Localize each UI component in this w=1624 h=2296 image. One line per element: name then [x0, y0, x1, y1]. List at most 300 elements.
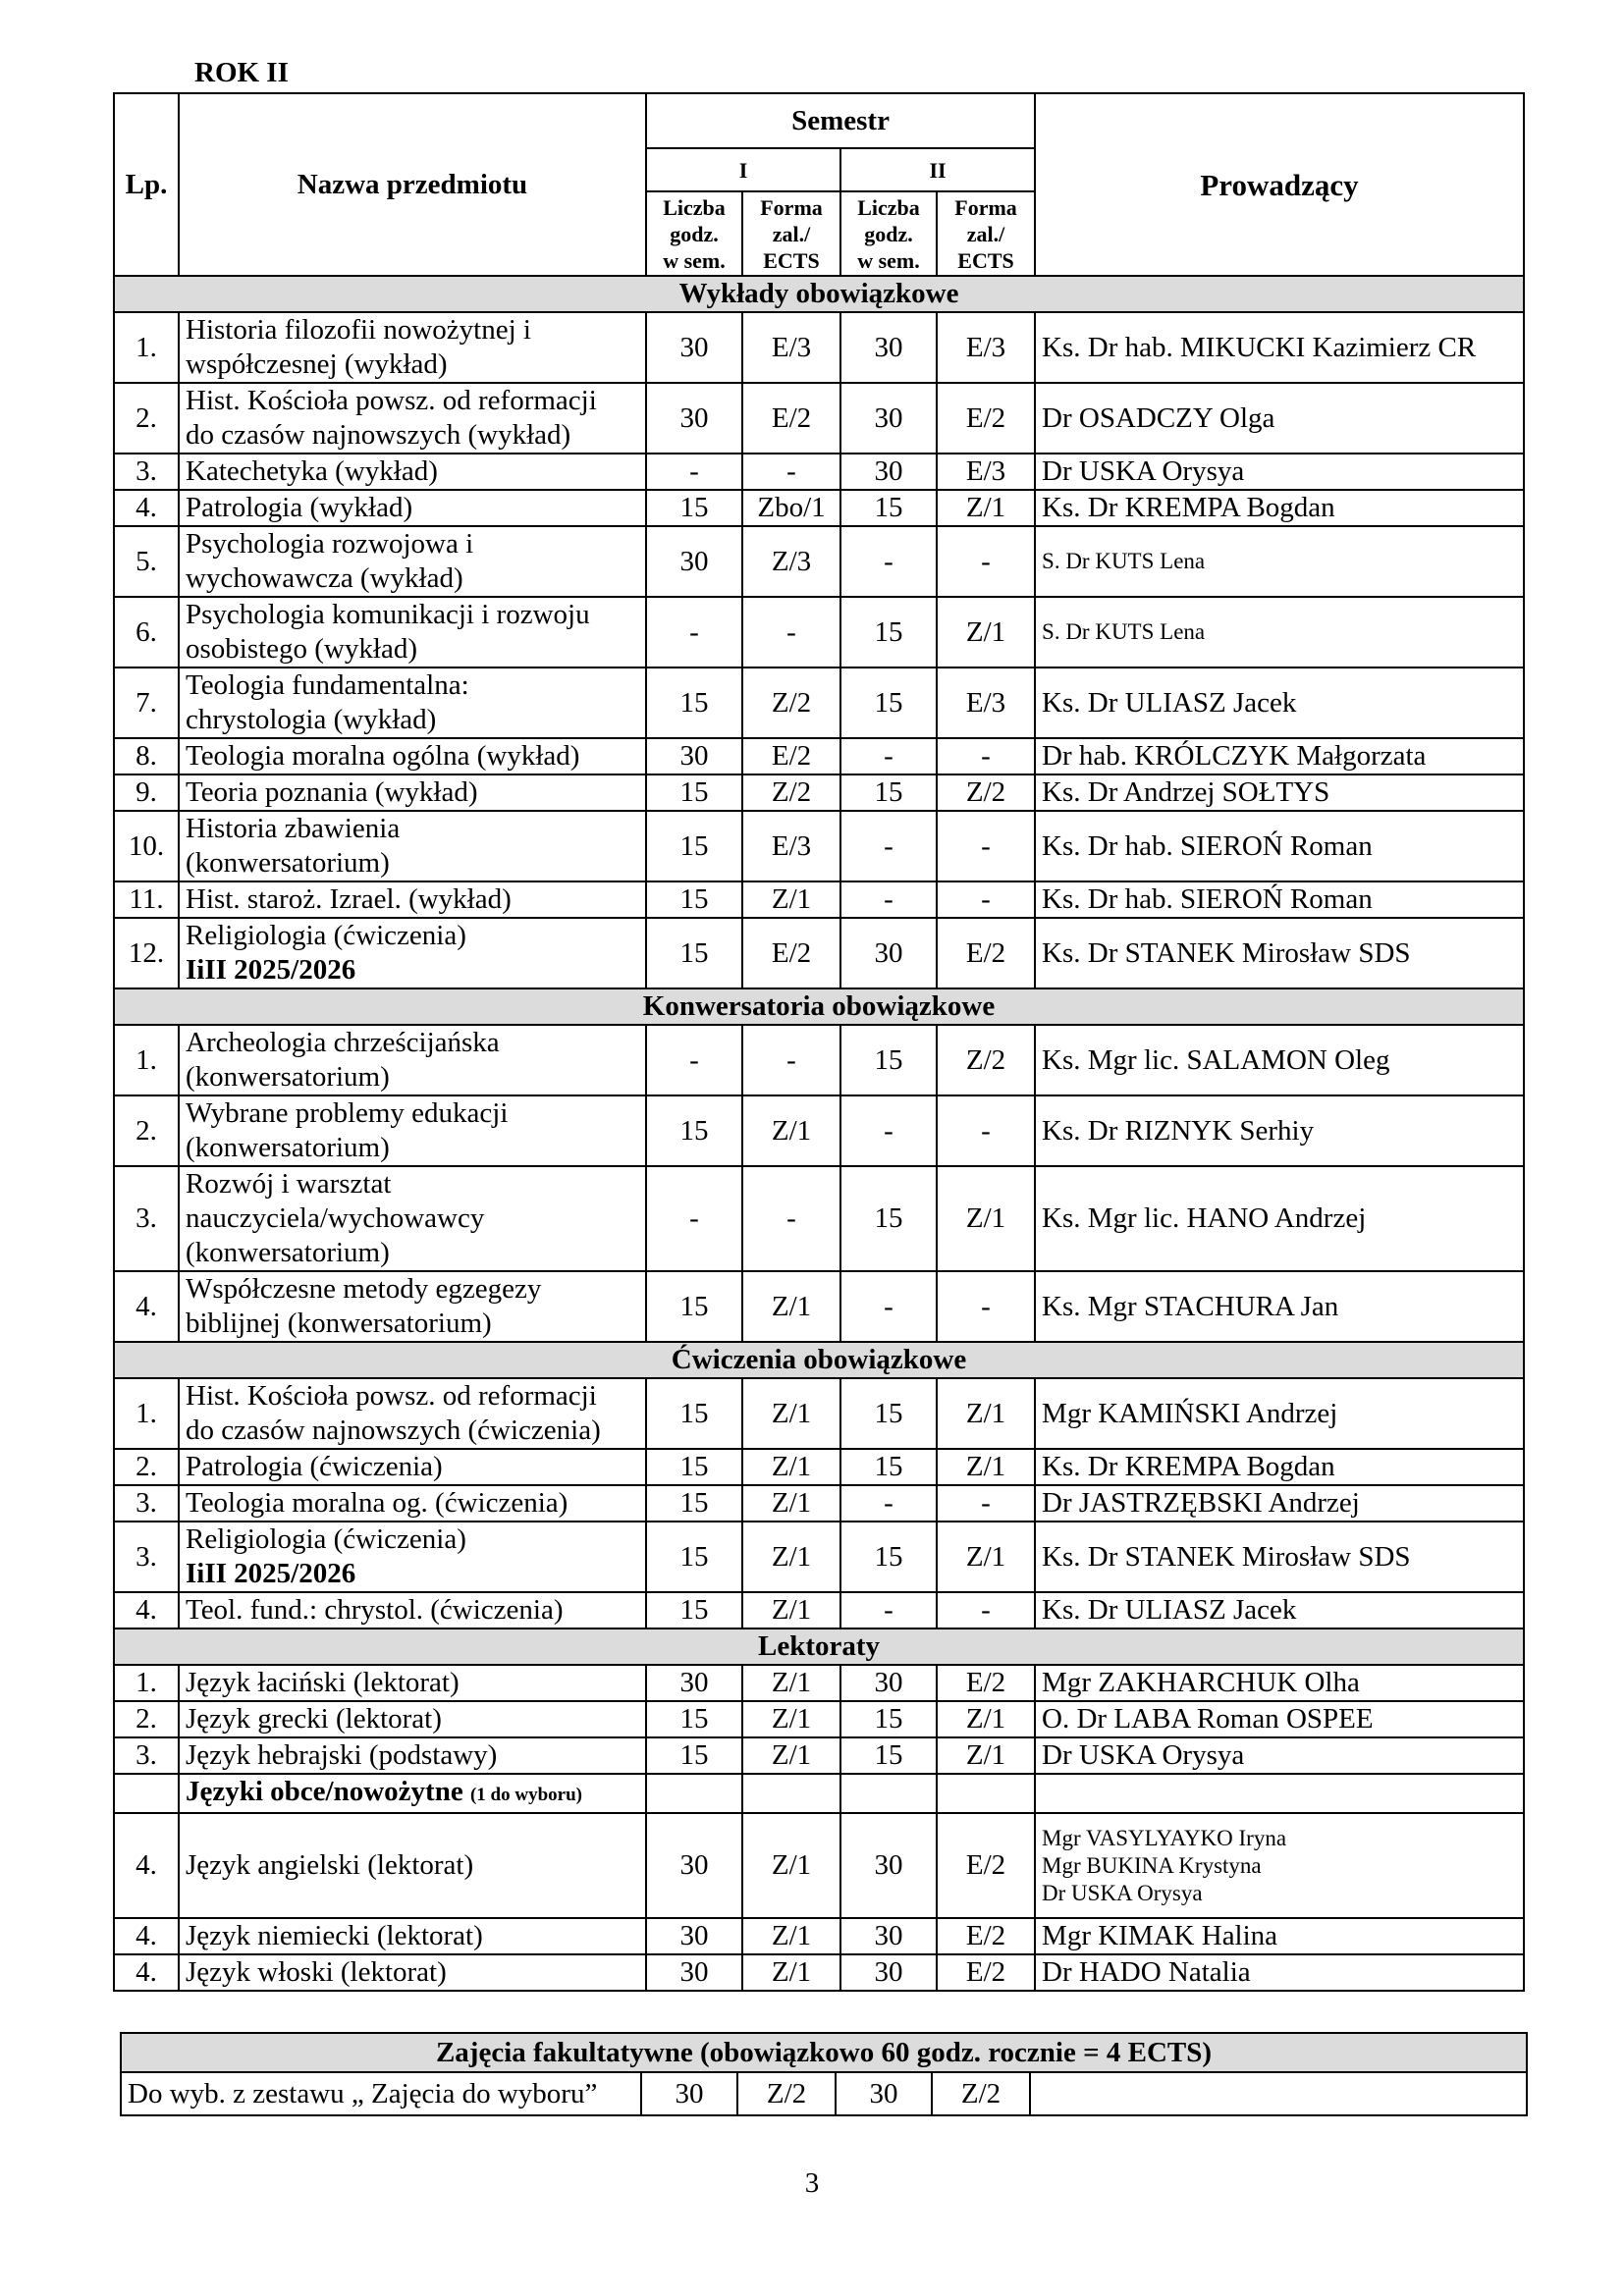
row-lp: 7. — [114, 667, 179, 738]
subject-line: (konwersatorium) — [186, 1132, 390, 1163]
subject-line: Język włoski (lektorat) — [186, 1956, 447, 1988]
header-subcolumn-line: ECTS — [957, 247, 1014, 273]
lecturer-line: Ks. Dr Andrzej SOŁTYS — [1042, 776, 1330, 808]
form-sem2: Z/1 — [937, 1701, 1035, 1737]
form-sem2: E/3 — [937, 312, 1035, 383]
lecturer-line: Ks. Dr RIZNYK Serhiy — [1042, 1114, 1315, 1147]
row-lp: 4. — [114, 490, 179, 526]
row-subject — [179, 1774, 646, 1813]
row-lecturer — [1035, 1737, 1524, 1774]
form-sem2: - — [937, 1592, 1035, 1629]
header-semester-1: I — [646, 148, 840, 191]
subject-line: Psychologia komunikacji i rozwoju — [186, 599, 590, 630]
hours-sem1: 15 — [646, 1271, 742, 1342]
row-lp: 4. — [114, 1271, 179, 1342]
row-lecturer — [1035, 1271, 1524, 1342]
form-sem2: E/2 — [937, 1954, 1035, 1991]
lecturer-line: Dr USKA Orysya — [1042, 455, 1245, 487]
subject-line: Hist. Kościoła powsz. od reformacji — [186, 1380, 597, 1412]
row-subject — [179, 1025, 646, 1095]
form-sem2: - — [937, 526, 1035, 597]
hours-sem1: 30 — [646, 383, 742, 454]
table-row — [114, 881, 1524, 918]
hours-sem1: 30 — [646, 1665, 742, 1701]
form-sem1: E/2 — [742, 738, 840, 774]
subject-line: Język łaciński (lektorat) — [186, 1667, 460, 1698]
row-lecturer — [1035, 597, 1524, 667]
table-row — [114, 1485, 1524, 1522]
hours-sem1: 15 — [646, 881, 742, 918]
row-lecturer — [1035, 1522, 1524, 1592]
hours-sem1: 30 — [646, 526, 742, 597]
hours-sem2: 15 — [840, 1522, 937, 1592]
subject-line: Teoria poznania (wykład) — [186, 776, 478, 808]
form-sem1: E/3 — [742, 312, 840, 383]
form-sem2: - — [937, 1485, 1035, 1522]
section-header-row — [114, 276, 1524, 312]
hours-sem1: 30 — [646, 1954, 742, 1991]
row-subject — [179, 526, 646, 597]
form-sem1: Z/1 — [742, 1378, 840, 1449]
form-sem1: Z/1 — [742, 1918, 840, 1954]
table-row — [114, 526, 1524, 597]
form-sem1: Z/1 — [742, 1522, 840, 1592]
table-row — [114, 774, 1524, 811]
subject-line: wychowawcza (wykład) — [186, 562, 463, 594]
subject-line: chrystologia (wykład) — [186, 704, 437, 735]
hours-sem2: 30 — [840, 1813, 937, 1918]
hours-sem2: 30 — [840, 1665, 937, 1701]
form-sem1: - — [742, 454, 840, 490]
row-lp: 1. — [114, 312, 179, 383]
row-lecturer — [1035, 490, 1524, 526]
table-row — [114, 383, 1524, 454]
elective-subject: Do wyb. z zestawu „ Zajęcia do wyboru” — [121, 2072, 641, 2115]
lecturer-line: Ks. Dr hab. SIEROŃ Roman — [1042, 829, 1373, 862]
subject-line: Język angielski (lektorat) — [186, 1849, 474, 1881]
row-lecturer — [1035, 1025, 1524, 1095]
hours-sem2: - — [840, 811, 937, 881]
form-sem2: Z/2 — [937, 774, 1035, 811]
table-row — [114, 1449, 1524, 1485]
form-sem1: Z/1 — [742, 1485, 840, 1522]
section-title: Lektoraty — [114, 1629, 1524, 1665]
subject-line: (konwersatorium) — [186, 847, 390, 879]
header-subcolumn-line: zal./ — [772, 221, 811, 246]
row-lecturer — [1035, 1166, 1524, 1271]
lecturer-line: Mgr KAMIŃSKI Andrzej — [1042, 1397, 1338, 1429]
lecturer-line: Ks. Dr STANEK Mirosław SDS — [1042, 1540, 1411, 1573]
header-lp: Lp. — [114, 93, 179, 276]
table-row — [114, 1918, 1524, 1954]
row-lp: 12. — [114, 918, 179, 988]
form-sem2 — [937, 1774, 1035, 1813]
row-lp: 9. — [114, 774, 179, 811]
subject-line: Psychologia rozwojowa i — [186, 528, 474, 560]
table-row — [114, 454, 1524, 490]
row-lecturer — [1035, 774, 1524, 811]
table-row — [114, 1813, 1524, 1918]
header-semester-2: II — [840, 148, 1035, 191]
row-lp: 2. — [114, 383, 179, 454]
form-sem2: E/2 — [937, 383, 1035, 454]
subject-line: (konwersatorium) — [186, 1237, 390, 1268]
hours-sem1: 15 — [646, 918, 742, 988]
schedule-table-body — [114, 93, 1524, 1991]
subgroup-note: (1 do wyboru) — [469, 1785, 582, 1805]
page-number: 3 — [804, 2167, 820, 2199]
row-subject — [179, 667, 646, 738]
header-form-sem2 — [937, 191, 1035, 276]
table-row — [114, 1025, 1524, 1095]
hours-sem1: 15 — [646, 1522, 742, 1592]
header-subcolumn-line: Forma — [954, 194, 1017, 220]
hours-sem2: - — [840, 526, 937, 597]
subject-line: Teol. fund.: chrystol. (ćwiczenia) — [186, 1594, 564, 1626]
hours-sem1: 15 — [646, 1095, 742, 1166]
row-lp: 3. — [114, 1737, 179, 1774]
subject-line: do czasów najnowszych (wykład) — [186, 419, 571, 451]
lecturer-line: Dr JASTRZĘBSKI Andrzej — [1042, 1487, 1360, 1519]
row-lecturer — [1035, 454, 1524, 490]
form-sem2: Z/1 — [937, 597, 1035, 667]
hours-sem2: - — [840, 1592, 937, 1629]
row-lp: 4. — [114, 1954, 179, 1991]
subject-line: Patrologia (ćwiczenia) — [186, 1451, 443, 1482]
form-sem2: Z/1 — [937, 1522, 1035, 1592]
hours-sem2: 30 — [840, 918, 937, 988]
row-subject — [179, 1813, 646, 1918]
hours-sem1: 15 — [646, 1592, 742, 1629]
row-lp: 3. — [114, 1522, 179, 1592]
section-header-row — [114, 988, 1524, 1025]
hours-sem2: 15 — [840, 1378, 937, 1449]
lecturer-line: Mgr VASYLYAYKO Iryna — [1042, 1825, 1287, 1850]
hours-sem1: 30 — [646, 1918, 742, 1954]
hours-sem2: 15 — [840, 1025, 937, 1095]
row-subject — [179, 597, 646, 667]
header-subcolumn-line: Liczba — [857, 194, 920, 220]
row-lecturer — [1035, 1592, 1524, 1629]
row-lp: 8. — [114, 738, 179, 774]
hours-sem2: 15 — [840, 1449, 937, 1485]
form-sem1: Z/1 — [742, 881, 840, 918]
subject-line: do czasów najnowszych (ćwiczenia) — [186, 1415, 601, 1446]
row-subject — [179, 738, 646, 774]
hours-sem1: - — [646, 1166, 742, 1271]
lecturer-line: Ks. Mgr lic. HANO Andrzej — [1042, 1202, 1367, 1234]
row-lecturer — [1035, 918, 1524, 988]
lecturer-line: Ks. Dr ULIASZ Jacek — [1042, 1594, 1297, 1626]
header-subcolumn-line: w sem. — [663, 247, 726, 273]
table-row — [114, 1095, 1524, 1166]
form-sem1: Z/1 — [742, 1592, 840, 1629]
row-lecturer — [1035, 383, 1524, 454]
subject-line: Historia zbawienia — [186, 813, 401, 844]
hours-sem1: 15 — [646, 667, 742, 738]
subject-line: Hist. staroż. Izrael. (wykład) — [186, 883, 512, 915]
form-sem1: Z/3 — [742, 526, 840, 597]
form-sem2: E/3 — [937, 454, 1035, 490]
form-sem2: - — [937, 738, 1035, 774]
form-sem2: Z/1 — [937, 1166, 1035, 1271]
subject-line: biblijnej (konwersatorium) — [186, 1308, 492, 1339]
form-sem2: E/2 — [937, 1665, 1035, 1701]
row-lecturer — [1035, 1954, 1524, 1991]
header-subcolumn-line: godz. — [670, 221, 719, 246]
form-sem2: Z/1 — [937, 490, 1035, 526]
row-subject — [179, 312, 646, 383]
hours-sem1: 30 — [646, 312, 742, 383]
subject-line: Teologia moralna ogólna (wykład) — [186, 740, 580, 772]
form-sem1: Z/1 — [742, 1701, 840, 1737]
header-semester: Semestr — [646, 93, 1035, 148]
lecturer-line: Dr OSADCZY Olga — [1042, 401, 1275, 434]
elective-form-sem2: Z/2 — [932, 2072, 1030, 2115]
hours-sem1: 15 — [646, 490, 742, 526]
subject-line: Archeologia chrześcijańska — [186, 1027, 500, 1058]
form-sem2: E/2 — [937, 1918, 1035, 1954]
subject-line: (konwersatorium) — [186, 1061, 390, 1093]
row-lecturer — [1035, 1918, 1524, 1954]
row-lp: 3. — [114, 1166, 179, 1271]
row-lp: 6. — [114, 597, 179, 667]
elective-hours-sem2: 30 — [836, 2072, 932, 2115]
lecturer-line: Dr hab. KRÓLCZYK Małgorzata — [1042, 740, 1427, 772]
subject-line: Język grecki (lektorat) — [186, 1703, 442, 1735]
lecturer-line: Mgr BUKINA Krystyna — [1042, 1852, 1262, 1878]
elective-lecturer — [1030, 2072, 1527, 2115]
lecturer-line: Ks. Dr hab. SIEROŃ Roman — [1042, 883, 1373, 915]
hours-sem2: 30 — [840, 1954, 937, 1991]
table-row — [114, 1166, 1524, 1271]
hours-sem2: 15 — [840, 1737, 937, 1774]
lecturer-line: Ks. Dr hab. MIKUCKI Kazimierz CR — [1042, 331, 1477, 363]
form-sem1: - — [742, 1166, 840, 1271]
hours-sem2 — [840, 1774, 937, 1813]
subject-line: Rozwój i warsztat — [186, 1168, 392, 1200]
row-lp: 2. — [114, 1701, 179, 1737]
elective-title: Zajęcia fakultatywne (obowiązkowo 60 godz. rocznie = 4 ECTS) — [121, 2033, 1527, 2072]
header-subject: Nazwa przedmiotu — [179, 93, 646, 276]
form-sem1: Z/1 — [742, 1271, 840, 1342]
form-sem1: Z/1 — [742, 1095, 840, 1166]
hours-sem1: - — [646, 597, 742, 667]
hours-sem2: 15 — [840, 667, 937, 738]
header-lecturer: Prowadzący — [1035, 93, 1524, 276]
hours-sem1: 30 — [646, 738, 742, 774]
form-sem2: - — [937, 1271, 1035, 1342]
table-row — [114, 597, 1524, 667]
header-subcolumn-line: godz. — [864, 221, 913, 246]
lecturer-line: Mgr KIMAK Halina — [1042, 1920, 1278, 1951]
subject-line: Historia filozofii nowożytnej i — [186, 314, 531, 346]
header-subcolumn-line: w sem. — [857, 247, 920, 273]
row-lp: 1. — [114, 1378, 179, 1449]
section-header-row — [114, 1629, 1524, 1665]
header-subcolumn-line: Liczba — [663, 194, 726, 220]
row-subject — [179, 383, 646, 454]
lecturer-line: Ks. Mgr STACHURA Jan — [1042, 1290, 1339, 1322]
row-subject — [179, 1166, 646, 1271]
subject-line: Hist. Kościoła powsz. od reformacji — [186, 385, 597, 416]
subject-line: Współczesne metody egzegezy — [186, 1273, 542, 1305]
elective-table — [120, 2032, 1528, 2116]
form-sem1: Z/1 — [742, 1954, 840, 1991]
header-subcolumn-line: zal./ — [966, 221, 1005, 246]
row-lp — [114, 1774, 179, 1813]
form-sem2: Z/1 — [937, 1737, 1035, 1774]
hours-sem2: 15 — [840, 774, 937, 811]
form-sem2: E/3 — [937, 667, 1035, 738]
hours-sem1 — [646, 1774, 742, 1813]
lecturer-line: Ks. Dr KREMPA Bogdan — [1042, 1451, 1335, 1482]
table-row — [114, 490, 1524, 526]
hours-sem2: 15 — [840, 1166, 937, 1271]
hours-sem1: 15 — [646, 1485, 742, 1522]
hours-sem2: 30 — [840, 1918, 937, 1954]
subject-years: IiII 2025/2026 — [186, 1558, 356, 1589]
form-sem1: Z/1 — [742, 1449, 840, 1485]
row-lp: 1. — [114, 1665, 179, 1701]
hours-sem1: 15 — [646, 1378, 742, 1449]
table-row — [114, 667, 1524, 738]
form-sem1: - — [742, 1025, 840, 1095]
row-subject — [179, 1954, 646, 1991]
form-sem1: E/2 — [742, 383, 840, 454]
subject-line: Język niemiecki (lektorat) — [186, 1920, 483, 1951]
year-title: ROK II — [194, 57, 289, 88]
lecturer-line: Ks. Dr ULIASZ Jacek — [1042, 686, 1297, 719]
hours-sem2: 30 — [840, 454, 937, 490]
lecturer-line: Dr HADO Natalia — [1042, 1956, 1251, 1988]
hours-sem2: - — [840, 1485, 937, 1522]
table-row — [114, 1737, 1524, 1774]
row-subject — [179, 1737, 646, 1774]
form-sem1: Z/1 — [742, 1665, 840, 1701]
form-sem1 — [742, 1774, 840, 1813]
header-hours-sem2 — [840, 191, 937, 276]
form-sem2: - — [937, 1095, 1035, 1166]
form-sem1: Z/1 — [742, 1737, 840, 1774]
form-sem2: Z/2 — [937, 1025, 1035, 1095]
section-title: Konwersatoria obowiązkowe — [114, 988, 1524, 1025]
table-row — [114, 738, 1524, 774]
form-sem1: Z/1 — [742, 1813, 840, 1918]
row-lp: 4. — [114, 1592, 179, 1629]
row-lecturer — [1035, 1485, 1524, 1522]
hours-sem1: - — [646, 1025, 742, 1095]
hours-sem2: 15 — [840, 597, 937, 667]
header-hours-sem1 — [646, 191, 742, 276]
row-lp: 4. — [114, 1918, 179, 1954]
form-sem2: Z/1 — [937, 1378, 1035, 1449]
row-lecturer — [1035, 526, 1524, 597]
form-sem1: Z/2 — [742, 774, 840, 811]
form-sem2: - — [937, 881, 1035, 918]
header-subcolumn-line: ECTS — [763, 247, 820, 273]
row-lecturer — [1035, 1774, 1524, 1813]
hours-sem2: - — [840, 1271, 937, 1342]
hours-sem2: - — [840, 881, 937, 918]
hours-sem2: 30 — [840, 383, 937, 454]
table-row — [114, 1271, 1524, 1342]
table-row — [114, 1701, 1524, 1737]
elective-form-sem1: Z/2 — [737, 2072, 836, 2115]
row-subject — [179, 1271, 646, 1342]
row-subject — [179, 811, 646, 881]
form-sem1: E/3 — [742, 811, 840, 881]
row-subject — [179, 1449, 646, 1485]
hours-sem1: 15 — [646, 1449, 742, 1485]
subject-line: Teologia moralna og. (ćwiczenia) — [186, 1487, 568, 1519]
row-subject — [179, 1592, 646, 1629]
header-subcolumn-line: Forma — [760, 194, 823, 220]
form-sem2: E/2 — [937, 1813, 1035, 1918]
hours-sem1: 15 — [646, 811, 742, 881]
lecturer-line: Ks. Mgr lic. SALAMON Oleg — [1042, 1043, 1390, 1076]
hours-sem1: 15 — [646, 1701, 742, 1737]
section-title: Ćwiczenia obowiązkowe — [114, 1342, 1524, 1378]
table-row — [114, 811, 1524, 881]
table-row — [114, 312, 1524, 383]
row-subject — [179, 1665, 646, 1701]
lecturer-line: Dr USKA Orysya — [1042, 1880, 1203, 1905]
table-row — [114, 1954, 1524, 1991]
hours-sem2: - — [840, 1095, 937, 1166]
subject-line: Religiologia (ćwiczenia) — [186, 920, 466, 951]
row-subject — [179, 774, 646, 811]
table-row — [114, 1665, 1524, 1701]
row-subject — [179, 881, 646, 918]
subject-line: Patrologia (wykład) — [186, 492, 413, 523]
row-lp: 2. — [114, 1449, 179, 1485]
form-sem2: E/2 — [937, 918, 1035, 988]
row-lp: 3. — [114, 454, 179, 490]
row-subject — [179, 1485, 646, 1522]
form-sem2: Z/1 — [937, 1449, 1035, 1485]
hours-sem2: 15 — [840, 490, 937, 526]
table-row — [114, 1522, 1524, 1592]
row-lecturer — [1035, 1701, 1524, 1737]
hours-sem2: - — [840, 738, 937, 774]
row-lecturer — [1035, 881, 1524, 918]
form-sem1: E/2 — [742, 918, 840, 988]
form-sem1: - — [742, 597, 840, 667]
header-form-sem1 — [742, 191, 840, 276]
row-lecturer — [1035, 1095, 1524, 1166]
subject-years: IiII 2025/2026 — [186, 954, 356, 986]
row-lecturer — [1035, 1449, 1524, 1485]
row-lecturer — [1035, 1378, 1524, 1449]
row-lecturer — [1035, 738, 1524, 774]
subject-line: Katechetyka (wykład) — [186, 455, 438, 487]
row-lp: 3. — [114, 1485, 179, 1522]
hours-sem1: 30 — [646, 1813, 742, 1918]
lecturer-line: Mgr ZAKHARCHUK Olha — [1042, 1667, 1360, 1698]
row-lecturer — [1035, 1813, 1524, 1918]
form-sem1: Z/2 — [742, 667, 840, 738]
subject-line: Język hebrajski (podstawy) — [186, 1739, 498, 1771]
row-subject — [179, 1095, 646, 1166]
row-subject — [179, 1918, 646, 1954]
hours-sem1: 15 — [646, 1737, 742, 1774]
row-subject — [179, 1378, 646, 1449]
lecturer-line: S. Dr KUTS Lena — [1042, 549, 1206, 573]
hours-sem1: - — [646, 454, 742, 490]
schedule-table — [113, 92, 1525, 1992]
elective-hours-sem1: 30 — [641, 2072, 737, 2115]
